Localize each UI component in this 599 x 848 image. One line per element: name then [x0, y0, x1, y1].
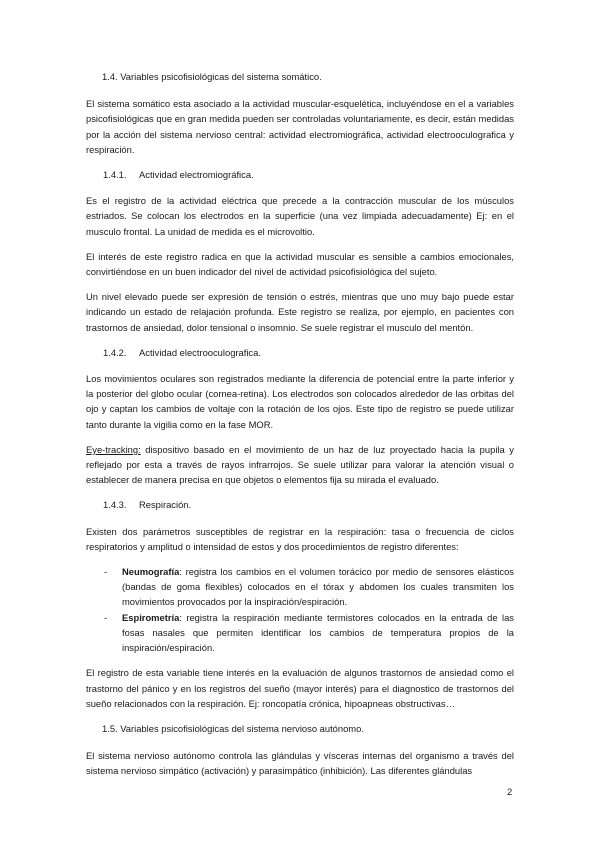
list-item-text: : registra la respiración mediante termistores colocados en la entrada de las fosas nasales que permiten identificar los cambios de temperatura propios de la inspiración/espiración.	[122, 611, 514, 654]
heading-title: Actividad electromiográfica.	[139, 169, 254, 181]
list-item-term: Espirometría	[122, 611, 180, 623]
heading-title: Respiración.	[139, 499, 192, 511]
list-item-text: : registra los cambios en el volumen torácico por medio de sensores elásticos (bandas de goma flexibles) colocados en el tórax y abdomen los cuales transmiten los movimientos provocados por la inspiración/espiración.	[122, 566, 514, 608]
heading-1-4-1	[86, 167, 514, 182]
heading-number: 1.4.3.	[103, 499, 127, 511]
paragraph-autonomic-intro: El sistema nervioso autónomo controla las glándulas y vísceras internas del organismo a través del sistema nervioso simpático (activación) y parasimpático (inhibición). Las diferentes glándulas	[86, 750, 514, 777]
list-dash: -	[104, 566, 108, 578]
paragraph-emg-3: Un nivel elevado puede ser expresión de tensión o estrés, mientras que uno muy bajo puede estar indicando un estado de relajación profunda. Este registro se realiza, por ejemplo, en pacientes con trastornos de ansiedad, dolor tensional o insomnio. Se suele registrar el musculo del mentón.	[86, 291, 514, 333]
heading-number: 1.4.1.	[103, 169, 127, 181]
paragraph-emg-1: Es el registro de la actividad eléctrica que precede a la contracción muscular de los músculos estriados. Se colocan los electrodos en la superficie (una vez limpiada adecuadamente) Ej: en el musculo frontal. La unidad de medida es el microvoltio.	[86, 195, 514, 237]
paragraph-respiration-1: Existen dos parámetros susceptibles de registrar en la respiración: tasa o frecuencia de ciclos respiratorios y amplitud o intensidad de estos y dos procedimientos de registro diferentes:	[86, 525, 514, 552]
paragraph-eog-1: Los movimientos oculares son registrados mediante la diferencia de potencial entre la parte inferior y la posterior del globo ocular (cornea-retina). Los electrodos son colocados alrededor de las orbitas del ojo y captan los cambios de voltaje con la rotación de los ojos. Este tipo de registro se puede utilizar tanto durante la vigilia como en la fase MOR.	[86, 373, 514, 430]
list-item-espirometria	[86, 610, 514, 656]
heading-1-5: 1.5. Variables psicofisiológicas del sistema nervioso autónomo.	[102, 722, 364, 734]
paragraph-somatic-intro: El sistema somático esta asociado a la actividad muscular-esquelética, incluyéndose en el a variables psicofisiológicas que en gran medida pueden ser controladas voluntariamente, es decir, están medidas por la acción del sistema nervioso central: actividad electromiográfica, actividad electrooculografica y respiración.	[86, 98, 514, 155]
eye-tracking-text: dispositivo basado en el movimiento de un haz de luz proyectado hacia la pupila y reflejado por esta a través de rayos infrarrojos. Se suele utilizar para valorar la atención visual o establecer de manera precisa en que objetos o elementos fija su mirada el evaluado.	[86, 443, 514, 486]
heading-title: Actividad electrooculografica.	[139, 346, 261, 358]
paragraph-emg-2: El interés de este registro radica en que la actividad muscular es sensible a cambios emocionales, convirtiéndose en un buen indicador del nivel de actividad psicofisiológica del sujeto.	[86, 250, 514, 278]
heading-1-4-2	[86, 345, 514, 360]
eye-tracking-term: Eye-tracking:	[86, 443, 141, 455]
heading-1-4: 1.4. Variables psicofisiológicas del sistema somático.	[102, 71, 322, 82]
paragraph-respiration-2: El registro de esta variable tiene interés en la evaluación de algunos trastornos de ansiedad como el trastorno del pánico y en los registros del sueño (mayor interés) para el diagnostico de trastornos del sueño relacionados con la respiración. Ej: roncopatía crónica, hipoapneas obstructivas…	[86, 667, 514, 709]
heading-1-4-3	[86, 497, 514, 512]
paragraph-eye-tracking	[86, 442, 514, 488]
heading-number: 1.4.2.	[103, 346, 127, 358]
page-content	[86, 69, 514, 789]
list-item-neumografia	[86, 564, 514, 610]
respiration-procedures-list	[86, 564, 514, 655]
page-number: 2	[507, 786, 513, 797]
list-dash: -	[104, 611, 108, 623]
list-item-term: Neumografía	[122, 566, 180, 578]
